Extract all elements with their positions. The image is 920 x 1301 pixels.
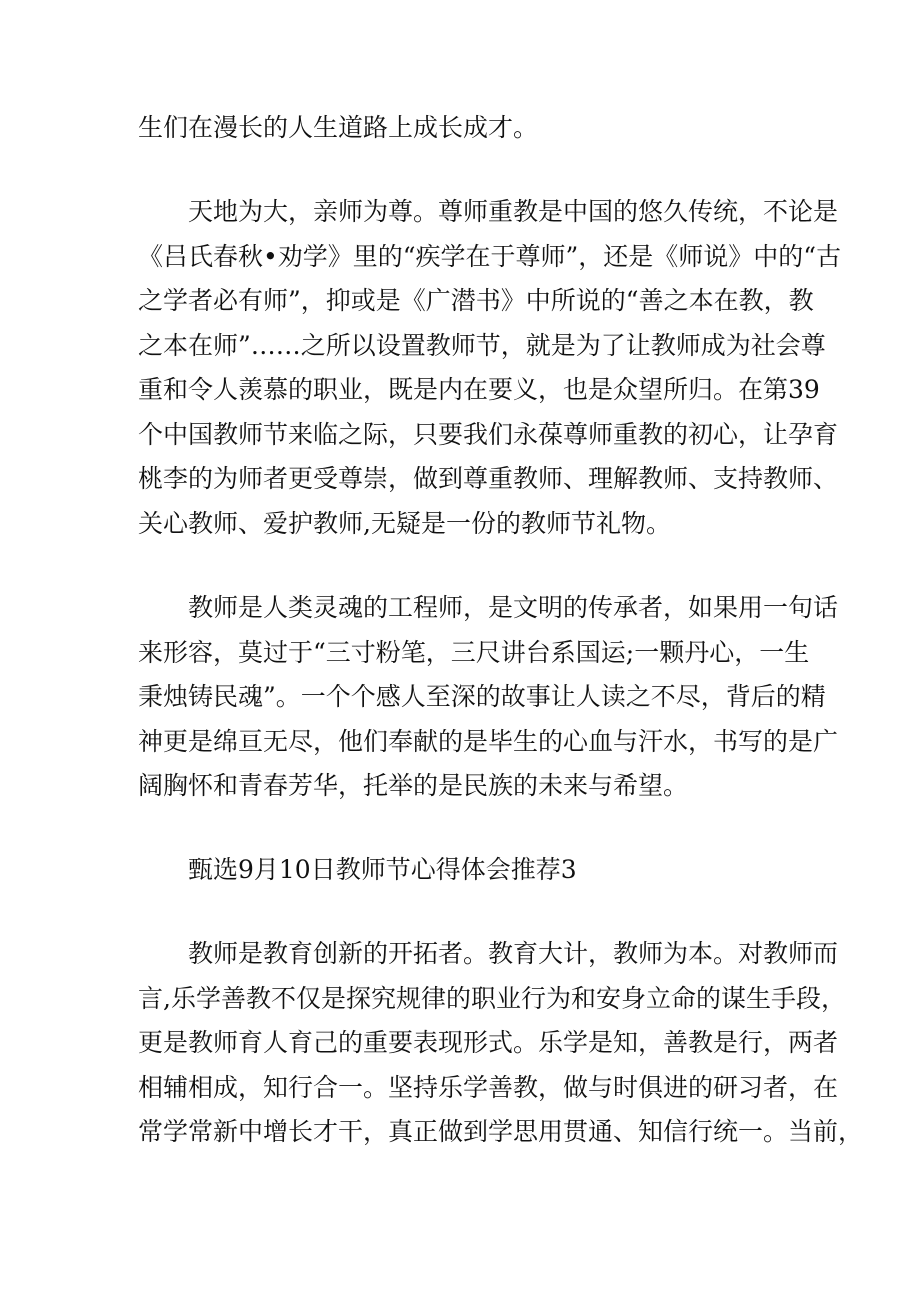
paragraph-line: 来形容，莫过于“三寸粉笔，三尺讲台系国运;一颗丹心，一生 [138,638,810,667]
paragraph-line: 生们在漫长的人生道路上成长成才。 [138,113,539,142]
paragraph-line: 教师是教育创新的开拓者。教育大计，教师为本。对教师而 [188,939,839,968]
paragraph-line: 阔胸怀和青春芳华，托举的是民族的未来与希望。 [138,771,689,800]
paragraph-line: 关心教师、爱护教师,无疑是一份的教师节礼物。 [138,509,671,538]
paragraph-line: 神更是绵亘无尽，他们奉献的是毕生的心血与汗水，书写的是广 [138,727,839,756]
section-heading: 甄选9月10日教师节心得体会推荐3 [188,855,577,884]
paragraph-line: 《吕氏春秋•劝学》里的“疾学在于尊师”，还是《师说》中的“古 [138,242,842,271]
paragraph-line: 重和令人羡慕的职业，既是内在要义，也是众望所归。在第39 [138,375,820,404]
paragraph-line: 个中国教师节来临之际，只要我们永葆尊师重教的初心，让孕育 [138,420,839,449]
paragraph-line: 更是教师育人育己的重要表现形式。乐学是知，善教是行，两者 [138,1028,839,1057]
paragraph-line: 相辅相成，知行合一。坚持乐学善教，做与时俱进的研习者，在 [138,1073,839,1102]
paragraph-line: 教师是人类灵魂的工程师，是文明的传承者，如果用一句话 [188,593,839,622]
paragraph-line: 天地为大，亲师为尊。尊师重教是中国的悠久传统，不论是 [188,197,839,226]
paragraph-line: 之学者必有师”，抑或是《广潜书》中所说的“善之本在教，教 [138,286,814,315]
paragraph-line: 秉烛铸民魂”。一个个感人至深的故事让人读之不尽，背后的精 [138,682,826,711]
paragraph-line: 常学常新中增长才干，真正做到学思用贯通、知信行统一。当前， [138,1117,864,1146]
paragraph-line: 之本在师”……之所以设置教师节，就是为了让教师成为社会尊 [138,331,826,360]
paragraph-line: 言,乐学善教不仅是探究规律的职业行为和安身立命的谋生手段， [138,984,846,1013]
paragraph-line: 桃李的为师者更受尊崇，做到尊重教师、理解教师、支持教师、 [138,464,839,493]
